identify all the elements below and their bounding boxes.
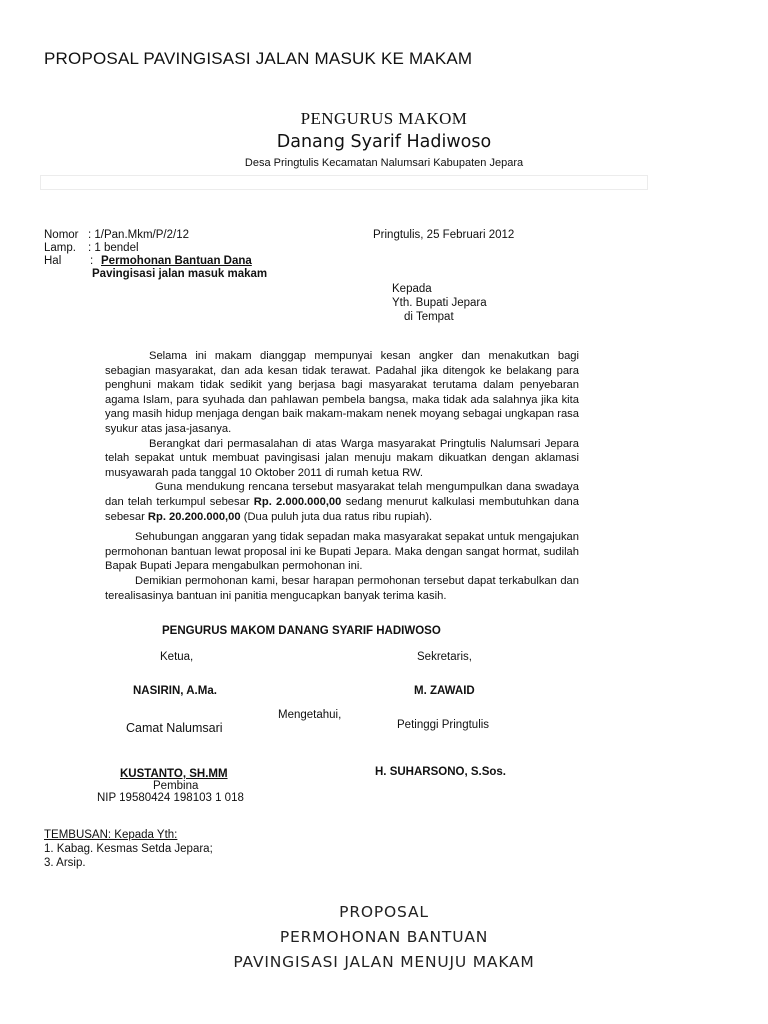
camat-name: KUSTANTO, SH.MM (120, 768, 228, 780)
letterhead-divider (40, 175, 648, 190)
camat-nip: NIP 19580424 198103 1 018 (97, 792, 244, 804)
recipient-name: Yth. Bupati Jepara (392, 297, 487, 309)
recipient-kepada: Kepada (392, 283, 432, 295)
body-paragraph-4: Sehubungan anggaran yang tidak sepadan maka masyarakat sepakat untuk mengajukan permohonan bantuan lewat proposal ini ke Bupati Jepara. Maka dengan sangat hormat, sudilah Bapak Bupati Jepara mengabulkan permohonan ini. (105, 531, 579, 573)
mengetahui-label: Mengetahui, (278, 709, 342, 721)
hal-value-detail: Pavingisasi jalan masuk makam (92, 268, 268, 280)
letterhead-org-name: PENGURUS MAKOM (300, 109, 468, 128)
nomor-label: Nomor (44, 229, 79, 241)
sekretaris-label: Sekretaris, (417, 651, 472, 663)
cover-title-line3: PAVINGISASI JALAN MENUJU MAKAM (233, 953, 535, 971)
lamp-label: Lamp. (44, 242, 76, 254)
body-paragraph-3-part-a: Guna mendukung rencana tersebut masyarakat telah mengumpulkan dana swadaya dan telah terkumpul sebesar (105, 481, 579, 508)
body-paragraph-1: Selama ini makam dianggap mempunyai kesan angker dan menakutkan bagi sebagian masyarakat, dan ada kesan tidak terawat. Padahal jika ditengok ke belakang para penghuni makam tidak sedikit yang berjasa bagi masyarakat terutama dalam penyebaran agama Islam, para syuhada dan pahlawan pembela bangsa, maka tidak ada salahnya jika kita yang masih hidup menjaga dengan baik makam-makam nenek moyang sebagai ungkapan rasa syukur atas jasa-jasanya. (105, 350, 579, 435)
hal-colon: : (90, 255, 94, 267)
body-paragraph-2: Berangkat dari permasalahan di atas Warga masyarakat Pringtulis Nalumsari Jepara telah sepakat untuk membuat pavingisasi jalan menuju makam dikuatkan dengan aklamasi musyawarah pada tanggal 10 Oktober 2011 di rumah ketua RW. (105, 437, 579, 479)
lamp-value: : 1 bendel (88, 242, 139, 254)
petinggi-label: Petinggi Pringtulis (397, 719, 490, 731)
amount-collected: Rp. 2.000.000,00 (253, 495, 342, 508)
nomor-value: : 1/Pan.Mkm/P/2/12 (88, 229, 189, 241)
body-paragraph-5: Demikian permohonan kami, besar harapan permohonan tersebut dapat terkabulkan dan terealisasinya bantuan ini panitia mengucapkan banyak terima kasih. (105, 574, 579, 602)
ketua-label: Ketua, (160, 651, 194, 663)
tembusan-item: 1. Kabag. Kesmas Setda Jepara; (44, 843, 213, 855)
body-paragraph-3-part-c: (Dua puluh juta dua ratus ribu rupiah). (240, 510, 433, 523)
body-paragraph-3-part-b: sedang menurut kalkulasi membutuhkan dana sebesar (105, 495, 580, 523)
recipient-place: di Tempat (404, 311, 454, 323)
camat-label: Camat Nalumsari (126, 721, 223, 735)
hal-value-subject: Permohonan Bantuan Dana (101, 255, 252, 267)
letter-body (105, 349, 579, 603)
cover-title-line1: PROPOSAL (339, 903, 429, 921)
ketua-name: NASIRIN, A.Ma. (133, 685, 217, 697)
hal-label: Hal (44, 255, 62, 267)
sekretaris-name: M. ZAWAID (414, 685, 475, 697)
tembusan-item: 3. Arsip. (44, 857, 86, 869)
cover-title-line2: PERMOHONAN BANTUAN (279, 928, 489, 946)
place-date: Pringtulis, 25 Februari 2012 (373, 229, 515, 241)
amount-needed: Rp. 20.200.000,00 (147, 510, 241, 523)
signature-org: PENGURUS MAKOM DANANG SYARIF HADIWOSO (162, 625, 441, 637)
document-title: PROPOSAL PAVINGISASI JALAN MASUK KE MAKAM (44, 49, 473, 68)
letterhead-org-person: Danang Syarif Hadiwoso (276, 132, 492, 152)
body-paragraph-3 (105, 480, 579, 524)
tembusan-heading: TEMBUSAN: Kepada Yth: (44, 829, 178, 841)
camat-role: Pembina (153, 780, 199, 792)
petinggi-name: H. SUHARSONO, S.Sos. (375, 766, 506, 778)
letterhead-address: Desa Pringtulis Kecamatan Nalumsari Kabupaten Jepara (244, 157, 524, 169)
